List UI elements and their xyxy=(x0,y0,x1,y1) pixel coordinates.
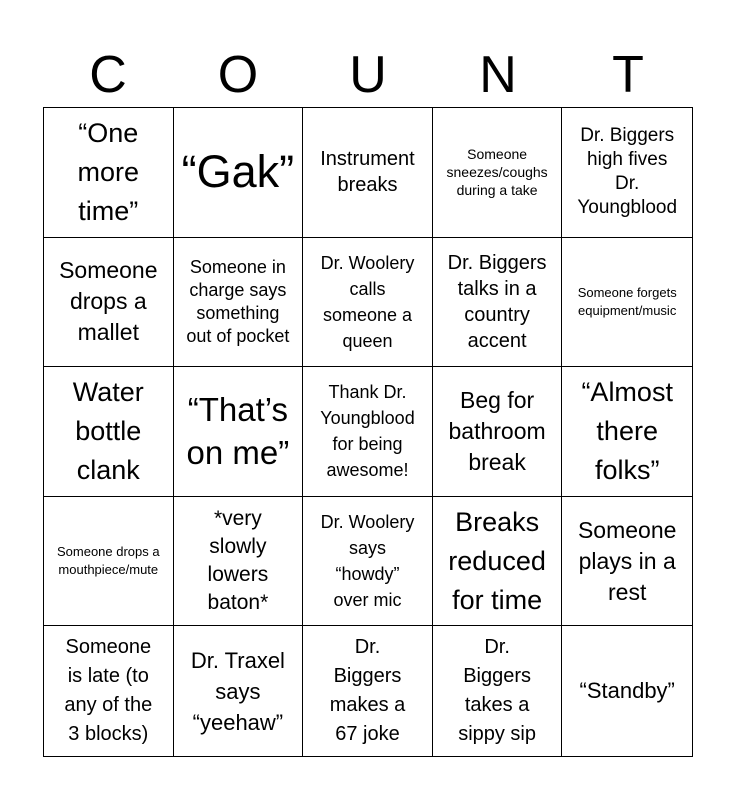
cell-text: Dr. Biggers makes a 67 joke xyxy=(329,636,406,746)
cell-text: Someone in charge says something out of pocket xyxy=(186,256,290,346)
bingo-cell[interactable] xyxy=(562,626,692,756)
cell-text: “Standby” xyxy=(579,678,675,704)
cell-text: Dr. Traxel says “yeehaw” xyxy=(190,647,285,735)
header-letter-n: N xyxy=(479,46,517,104)
bingo-cell[interactable] xyxy=(433,367,563,497)
bingo-cell[interactable] xyxy=(303,497,433,627)
bingo-cell[interactable] xyxy=(44,108,174,238)
bingo-cell[interactable] xyxy=(174,108,304,238)
bingo-cell[interactable] xyxy=(303,238,433,368)
bingo-cell[interactable] xyxy=(174,626,304,756)
cell-text: Dr. Biggers high fives Dr. Youngblood xyxy=(577,125,678,219)
cell-text: Water bottle clank xyxy=(72,376,144,485)
header-letter-o: O xyxy=(217,46,259,104)
bingo-cell[interactable] xyxy=(562,238,692,368)
cell-text: Someone drops a mallet xyxy=(59,257,158,346)
bingo-cell[interactable] xyxy=(44,238,174,368)
bingo-cell[interactable] xyxy=(433,238,563,368)
bingo-cell[interactable] xyxy=(562,367,692,497)
bingo-cell[interactable] xyxy=(174,367,304,497)
cell-text: Thank Dr. Youngblood for being awesome! xyxy=(320,382,415,481)
header-letter-t: T xyxy=(612,46,644,104)
cell-text: “Almost there folks” xyxy=(581,376,673,485)
bingo-cell[interactable] xyxy=(44,497,174,627)
cell-text: Dr. Woolery says “howdy” over mic xyxy=(320,512,415,611)
bingo-cell[interactable] xyxy=(44,367,174,497)
bingo-cell[interactable] xyxy=(433,108,563,238)
cell-text: “One more time” xyxy=(77,117,140,226)
bingo-cell[interactable] xyxy=(174,497,304,627)
bingo-cell[interactable] xyxy=(562,497,692,627)
bingo-cell[interactable] xyxy=(562,108,692,238)
cell-text: Dr. Biggers talks in a country accent xyxy=(447,251,547,352)
bingo-cell[interactable] xyxy=(303,108,433,238)
cell-text: Beg for bathroom break xyxy=(448,386,546,475)
cell-text: Breaks reduced for time xyxy=(448,506,546,615)
bingo-cell[interactable] xyxy=(303,626,433,756)
cell-text: Someone drops a mouthpiece/mute xyxy=(56,544,160,578)
cell-text: Dr. Biggers takes a sippy sip xyxy=(458,636,536,746)
bingo-cell[interactable] xyxy=(433,626,563,756)
bingo-cell[interactable] xyxy=(174,238,304,368)
cell-text: “That’s on me” xyxy=(186,391,290,472)
bingo-cell[interactable] xyxy=(433,497,563,627)
cell-text: Someone forgets equipment/music xyxy=(577,284,677,318)
cell-text: “Gak” xyxy=(181,146,295,198)
header-letter-u: U xyxy=(349,46,387,104)
bingo-cell[interactable] xyxy=(44,626,174,756)
bingo-cell[interactable] xyxy=(303,367,433,497)
cell-text: Dr. Woolery calls someone a queen xyxy=(320,252,415,351)
cell-text: Someone is late (to any of the 3 blocks) xyxy=(64,636,153,746)
cell-text: *very slowly lowers baton* xyxy=(207,507,269,615)
bingo-grid xyxy=(43,107,693,757)
cell-text: Someone sneezes/coughs during a take xyxy=(446,146,548,199)
bingo-header xyxy=(43,44,693,106)
cell-text: Someone plays in a rest xyxy=(577,516,677,605)
cell-text: Instrument breaks xyxy=(320,148,415,197)
header-letter-c: C xyxy=(89,46,127,104)
